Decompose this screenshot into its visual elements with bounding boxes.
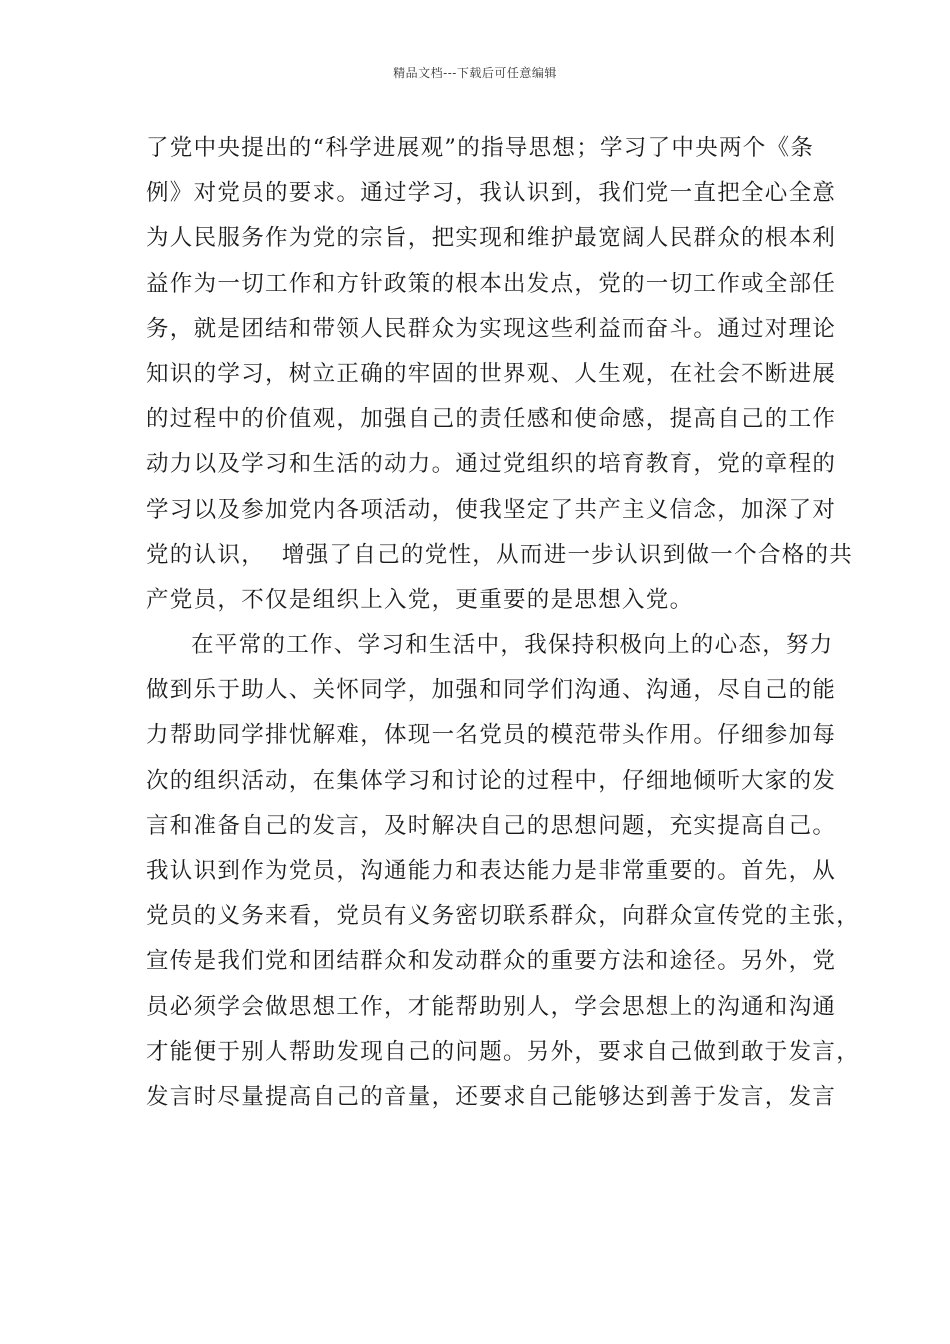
text-line: 在平常的工作、学习和生活中，我保持积极向上的心态，努力 — [191, 632, 834, 659]
page-header: 精品文档---下载后可任意编辑 — [393, 66, 557, 80]
text-line: 发言时尽量提高自己的音量，还要求自己能够达到善于发言，发言 — [146, 1083, 837, 1110]
text-line: 我认识到作为党员，沟通能力和表达能力是非常重要的。首先，从 — [146, 858, 837, 884]
text-line: 了党中央提出的“科学进展观”的指导思想；学习了中央两个《条 — [146, 135, 815, 161]
paragraph — [146, 126, 854, 623]
text-line: 做到乐于助人、关怀同学，加强和同学们沟通、沟通，尽自己的能 — [146, 677, 837, 704]
text-line: 的过程中的价值观，加强自己的责任感和使命感，提高自己的工作 — [146, 406, 837, 433]
text-line: 为人民服务作为党的宗旨，把实现和维护最宽阔人民群众的根本利 — [146, 225, 837, 252]
text-line: 次的组织活动，在集体学习和讨论的过程中，仔细地倾听大家的发 — [146, 767, 837, 794]
text-line: 动力以及学习和生活的动力。通过党组织的培育教育，党的章程的 — [146, 451, 837, 478]
text-line: 学习以及参加党内各项活动，使我坚定了共产主义信念，加深了对 — [146, 496, 837, 523]
paragraph — [146, 623, 861, 1120]
text-line: 力帮助同学排忧解难，体现一名党员的模范带头作用。仔细参加每 — [146, 722, 837, 749]
text-line: 益作为一切工作和方针政策的根本出发点，党的一切工作或全部任 — [146, 270, 837, 297]
text-line: 产党员，不仅是组织上入党，更重要的是思想入党。 — [146, 586, 694, 613]
text-line: 党员的义务来看，党员有义务密切联系群众，向群众宣传党的主张， — [146, 903, 861, 930]
text-line: 宣传是我们党和团结群众和发动群众的重要方法和途径。另外，党 — [146, 948, 837, 975]
text-line: 员必须学会做思想工作，才能帮助别人，学会思想上的沟通和沟通 — [146, 993, 837, 1020]
text-line: 才能便于别人帮助发现自己的问题。另外，要求自己做到敢于发言， — [146, 1038, 861, 1065]
text-line: 言和准备自己的发言，及时解决自己的思想问题，充实提高自己。 — [146, 812, 837, 839]
text-line: 务，就是团结和带领人民群众为实现这些利益而奋斗。通过对理论 — [146, 315, 837, 342]
text-line: 例》对党员的要求。通过学习，我认识到，我们党一直把全心全意 — [146, 180, 837, 207]
text-line: 党的认识， 增强了自己的党性，从而进一步认识到做一个合格的共 — [146, 541, 854, 568]
text-line: 知识的学习，树立正确的牢固的世界观、人生观，在社会不断进展 — [146, 360, 837, 387]
document-body — [146, 126, 861, 1120]
